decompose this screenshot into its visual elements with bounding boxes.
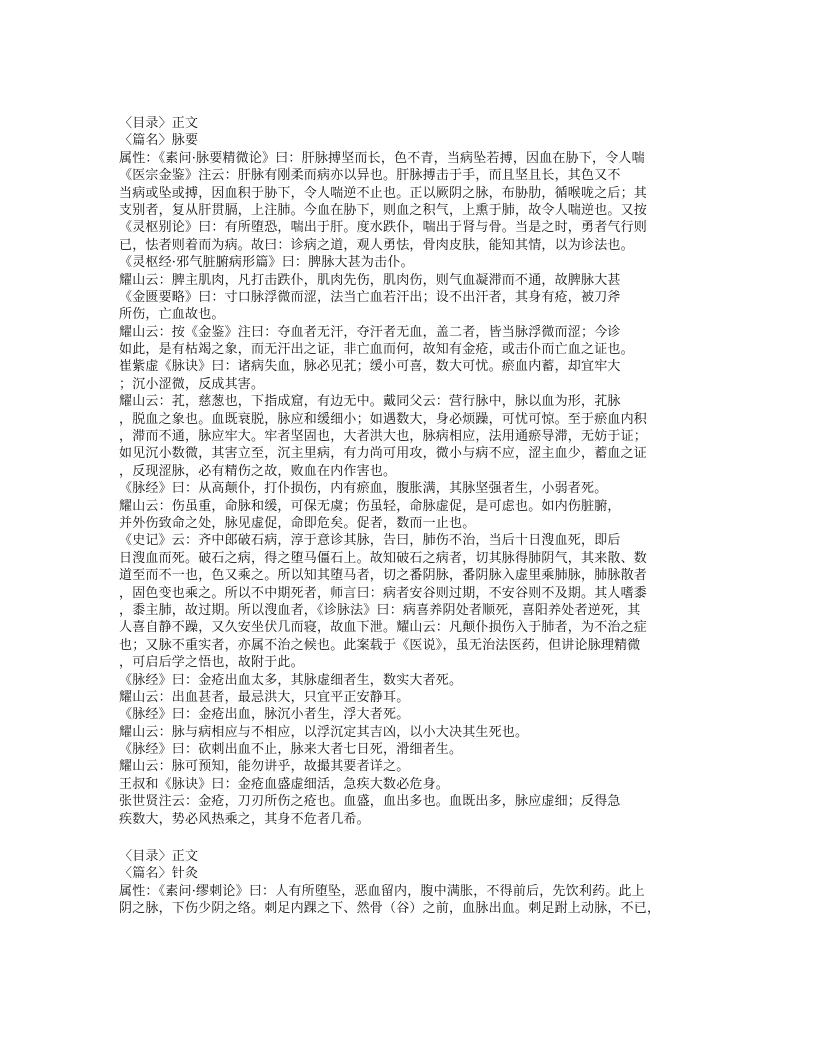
text-line: 当病或坠或搏，因血积于胁下，令人喘逆不止也。正以厥阴之脉，布胁肋，循喉咙之后；其 [119,185,648,201]
text-line: 人喜自静不躁，又久安坐伏几而寝，故血下泄。耀山云：凡颠仆损伤入于肺者，为不治之症 [119,620,648,636]
document-page [119,115,699,918]
text-line: 并外伤致命之处，脉见虚促，命即危矣。促者，数而一止也。 [119,515,476,531]
text-line: 《金匮要略》曰：寸口脉浮微而涩，法当亡血若汗出；设不出汗者，其身有疮，被刀斧 [119,289,621,305]
text-line: 日溲血而死。破石之病，得之堕马僵石上。故知破石之病者，切其脉得肺阴气，其来散、数 [119,550,648,566]
text-line: 《灵枢经·邪气脏腑病形篇》曰：脾脉大甚为击仆。 [119,255,414,271]
text-line: 《脉经》曰：从高颠仆，打仆损伤，内有瘀血，腹胀满，其脉坚强者生，小弱者死。 [119,481,608,497]
catalog-label: 〈目录〉正文 [119,116,199,131]
chapter-title: 〈篇名〉脉要 [119,133,199,149]
text-line: 如此，是有枯竭之象，而无汗出之证，非亡血而何，故知有金疮，或击仆而亡血之证也。 [119,342,634,358]
text-line: 疾数大，势必风热乘之，其身不危者几希。 [119,811,370,827]
text-line: 耀山云：脉可预知，能勿讲乎，故撮其要者详之。 [119,759,410,775]
text-line: 阴之脉，下伤少阴之络。刺足内踝之下、然骨（谷）之前，血脉出血。刺足跗上动脉，不已， [119,901,661,917]
text-line: 耀山云：脉与病相应与不相应，以浮沉定其吉凶，以小大决其生死也。 [119,724,529,740]
text-line: ，反现涩脉，必有精伤之故，败血在内作害也。 [119,463,397,479]
text-line: 耀山云：芤，慈葱也，下指成窟，有边无中。戴同父云：营行脉中，脉以血为形，芤脉 [119,394,621,410]
text-line: 《脉经》曰：金疮出血，脉沉小者生，浮大者死。 [119,707,410,723]
text-line: 张世贤注云：金疮，刀刃所伤之疮也。血盛，血出多也。血既出多，脉应虚细；反得急 [119,794,621,810]
text-line: 《脉经》曰：砍刺出血不止，脉来大者七日死，滑细者生。 [119,742,463,758]
catalog-label: 〈目录〉正文 [119,849,199,865]
text-line: 《脉经》曰：金疮出血太多，其脉虚细者生，数实大者死。 [119,672,463,688]
text-line: 所伤，亡血故也。 [119,307,225,323]
text-line: ，固色变也乘之。所以不中期死者，师言曰：病者安谷则过期，不安谷则不及期。其人嗜黍 [119,585,648,601]
section-gap [119,828,699,848]
text-line: ，滞而不通，脉应牢大。牢者坚固也，大者洪大也，脉病相应，法用通瘀导滞，无妨于证； [119,429,648,445]
text-line: 支别者，复从肝贯膈，上注肺。今血在胁下，则血之积气，上熏于肺，故令人喘逆也。又按 [119,202,648,218]
text-line: 道至而不一也，色又乘之。所以知其堕马者，切之番阴脉，番阴脉入虚里乘肺脉，肺脉散者 [119,568,648,584]
text-line: 耀山云：出血甚者，最忌洪大，只宜平正安静耳。 [119,689,410,705]
text-line: 耀山云：脾主肌肉，凡打击跌仆，肌肉先伤，肌肉伤，则气血凝滞而不通，故脾脉大甚 [119,272,621,288]
section-mai-yao [119,115,699,828]
text-line: 也；又脉不重实者，亦属不治之候也。此案载于《医说》，虽无治法医药，但讲论脉理精微 [119,637,641,653]
text-line: ，可启后学之悟也，故附于此。 [119,655,304,671]
section-zhen-jiu [119,848,699,918]
text-line: 《灵枢别论》曰：有所堕恐，喘出于肝。度水跌仆，喘出于肾与骨。当是之时，勇者气行则 [119,220,648,236]
text-line: ，脱血之象也。血既衰脱，脉应和缓细小；如遇数大，身必烦躁，可忧可惊。至于瘀血内积 [119,411,648,427]
text-line: 王叔和《脉诀》曰：金疮血盛虚细活，急疾大数必危身。 [119,776,450,792]
text-line: 崔紫虚《脉诀》曰：诸病失血，脉必见芤；缓小可喜，数大可忧。瘀血内蓄，却宜牢大 [119,359,621,375]
text-line: 耀山云：伤虽重，命脉和缓，可保无虞；伤虽轻，命脉虚促，是可虑也。如内伤脏腑， [119,498,621,514]
text-line: 已，怯者则着而为病。故曰：诊病之道，观人勇怯，骨肉皮肤，能知其情，以为诊法也。 [119,237,634,253]
text-line: 属性：《素问·缪刺论》曰：人有所堕坠，恶血留内，腹中满胀，不得前后，先饮利药。此上 [119,883,645,899]
text-line: ；沉小涩微，反成其害。 [119,376,265,392]
text-line: 如见沉小数微，其害立至，沉主里病，有力尚可用攻，微小与病不应，涩主血少，蓄血之证 [119,446,648,462]
text-line: ，黍主肺，故过期。所以溲血者，《诊脉法》曰：病喜养阴处者顺死，喜阳养处者逆死，其 [119,602,641,618]
text-line: 《医宗金鉴》注云：肝脉有刚柔而病亦以异也。肝脉搏击于手，而且坚且长，其色又不 [119,168,621,184]
text-line: 属性：《素问·脉要精微论》曰：肝脉搏坚而长，色不青，当病坠若搏，因血在胁下，令人喘 [119,150,645,166]
text-line: 《史记》云：齐中郎破石病，淳于意诊其脉，告曰，肺伤不治，当后十日溲血死，即后 [119,533,621,549]
chapter-title: 〈篇名〉针灸 [119,866,199,882]
text-line: 耀山云：按《金鉴》注曰：夺血者无汗，夺汗者无血，盖二者，皆当脉浮微而涩；今诊 [119,324,621,340]
